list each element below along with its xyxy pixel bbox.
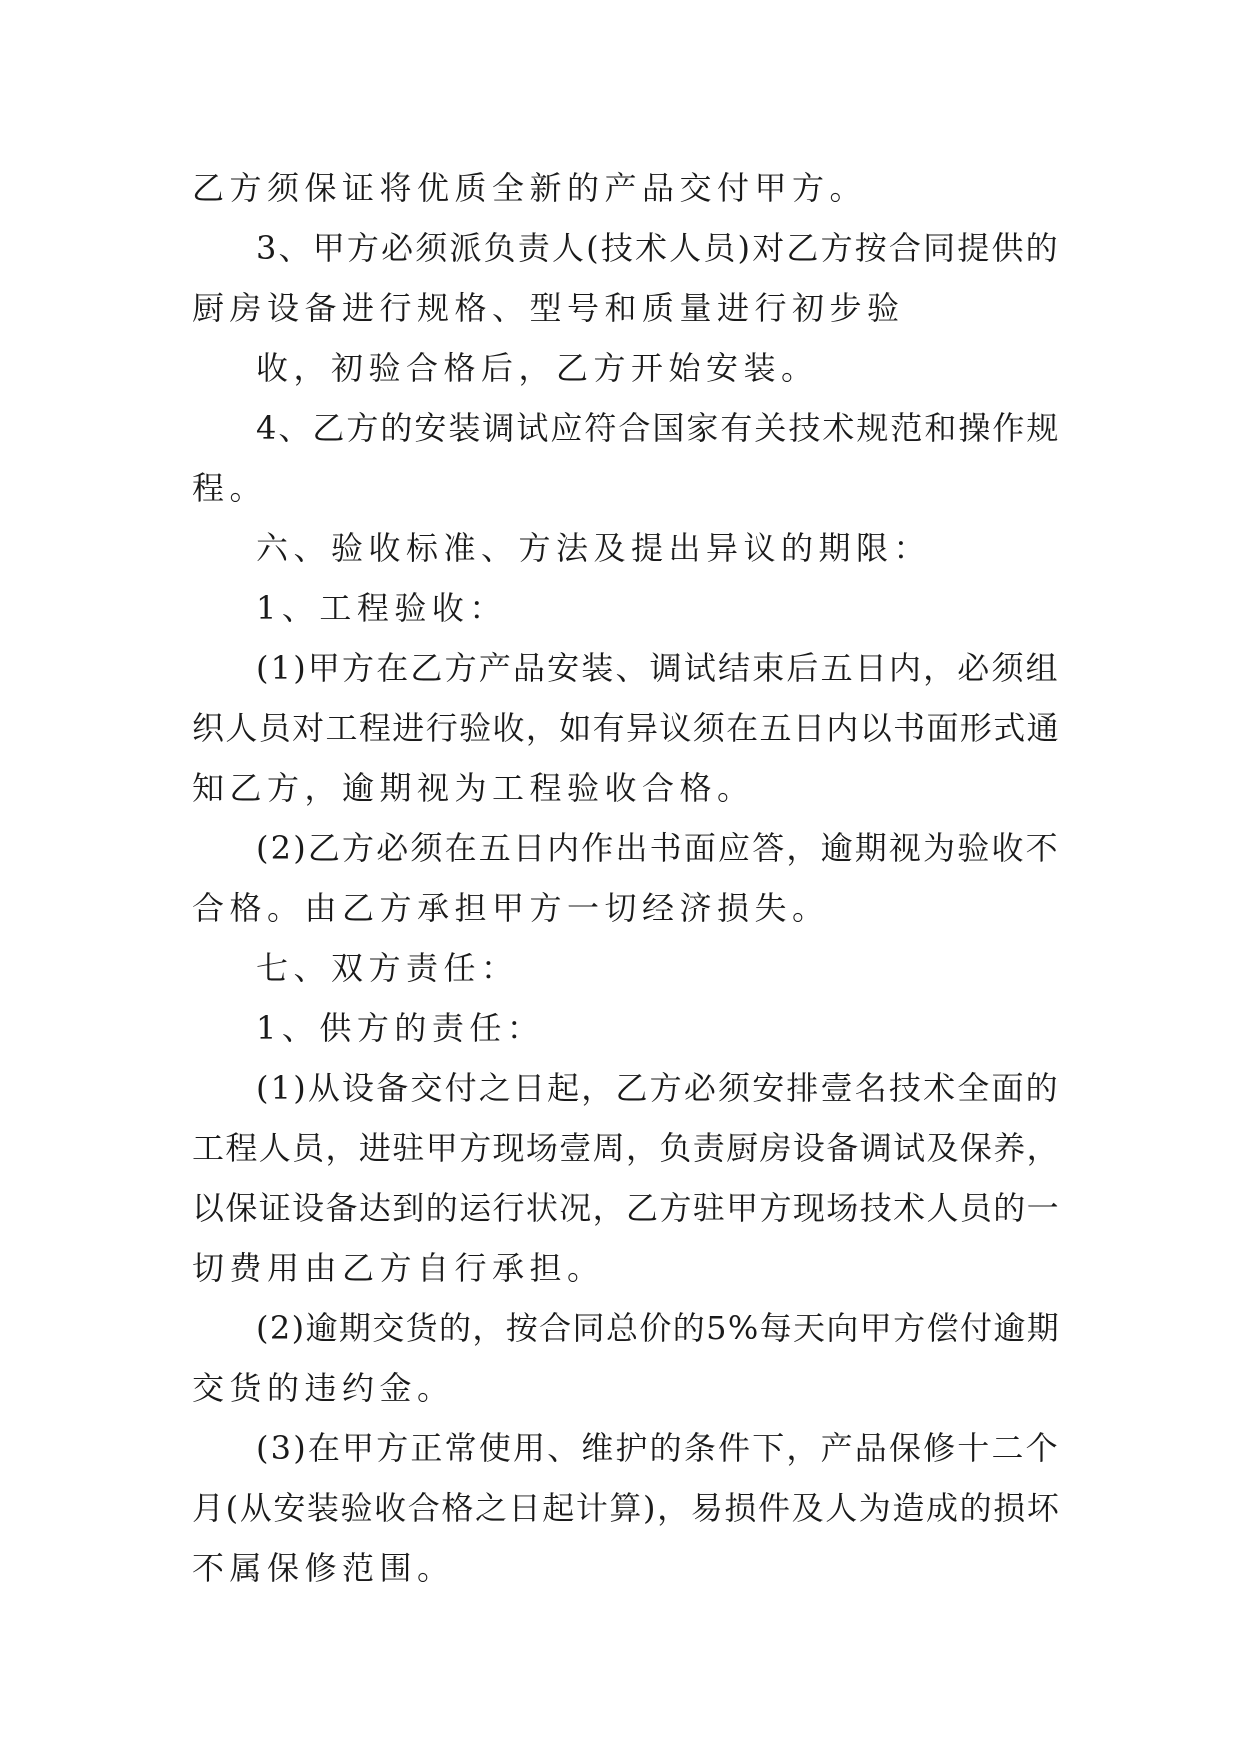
text-line: 切费用由乙方自行承担。 (192, 1249, 605, 1287)
subsection-heading: 1、工程验收： (256, 589, 507, 627)
text-line: 3、甲方必须派负责人(技术人员)对乙方按合同提供的 (256, 229, 1060, 267)
text-line: 织人员对工程进行验收，如有异议须在五日内以书面形式通 (192, 709, 1061, 747)
text-line: (2)逾期交货的，按合同总价的5%每天向甲方偿付逾期 (256, 1309, 1061, 1347)
text-line: 收，初验合格后，乙方开始安装。 (256, 349, 819, 387)
text-line: 合格。由乙方承担甲方一切经济损失。 (192, 889, 830, 927)
text-line: 乙方须保证将优质全新的产品交付甲方。 (192, 169, 868, 207)
section-heading: 六、验收标准、方法及提出异议的期限： (256, 529, 932, 567)
subsection-heading: 1、供方的责任： (256, 1009, 545, 1047)
section-heading: 七、双方责任： (256, 949, 519, 987)
text-line: (3)在甲方正常使用、维护的条件下，产品保修十二个 (256, 1429, 1060, 1467)
text-line: 交货的违约金。 (192, 1369, 455, 1407)
text-line: (1)从设备交付之日起，乙方必须安排壹名技术全面的 (256, 1069, 1060, 1107)
text-line: (1)甲方在乙方产品安装、调试结束后五日内，必须组 (256, 649, 1060, 687)
text-line: 程。 (192, 469, 268, 507)
text-line: 月(从安装验收合格之日起计算)，易损件及人为造成的损坏 (192, 1489, 1061, 1527)
text-line: 不属保修范围。 (192, 1549, 455, 1587)
text-line: (2)乙方必须在五日内作出书面应答，逾期视为验收不 (256, 829, 1060, 867)
text-line: 知乙方，逾期视为工程验收合格。 (192, 769, 755, 807)
text-line: 厨房设备进行规格、型号和质量进行初步验 (192, 289, 905, 327)
text-line: 以保证设备达到的运行状况，乙方驻甲方现场技术人员的一 (192, 1189, 1061, 1227)
text-line: 4、乙方的安装调试应符合国家有关技术规范和操作规 (256, 409, 1061, 447)
text-line: 工程人员，进驻甲方现场壹周，负责厨房设备调试及保养， (192, 1129, 1061, 1167)
